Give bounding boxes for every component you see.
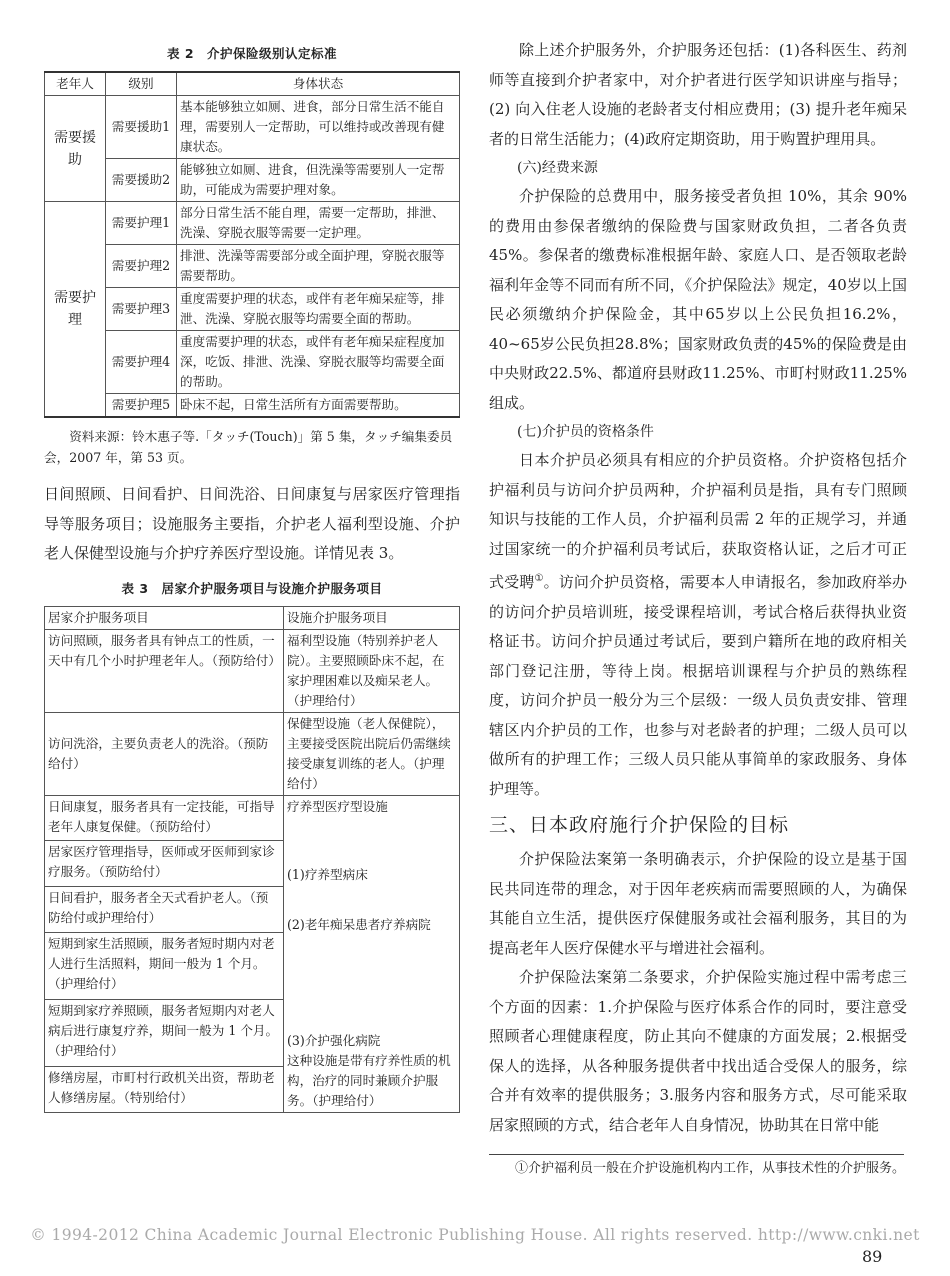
- table-row: [45, 712, 460, 795]
- table2-header: [45, 72, 460, 96]
- left-paragraph: 日间照顾、日间看护、日间洗浴、日间康复与居家医疗管理指导等服务项目；设施服务主要指，介护老人福利型设施、介护老人保健型设施与介护疗养医疗型设施。详情见表 3。: [44, 485, 460, 562]
- facility3-title: 疗养型医疗型设施: [287, 798, 388, 814]
- table2-group-cell: 需要护理: [45, 202, 106, 418]
- table2-state-cell: 重度需要护理的状态，或伴有老年痴呆症等，排泄、洗澡、穿脱衣服等均需要全面的帮助。: [177, 288, 460, 331]
- table-row: [45, 202, 460, 245]
- table2-group-cell: 需要援助: [45, 96, 106, 202]
- subheading: (七)介护员的资格条件: [517, 424, 654, 440]
- right-paragraph: 介护保险法案第二条要求，介护保险实施过程中需考虑三个方面的因素：1.介护保险与医疗体系合作的同时，要注意受照顾者心理健康程度，防止其向不健康的方面发展；2.根据受保人的选择，从各种服务提供者中找出适合受保人的服务，综合并有效率的提供服务；3.服务内容和服务方式，尽可能采取居家照顾的方式，结合老年人自身情况，协助其在日常中能: [489, 968, 907, 1134]
- table-row: [45, 96, 460, 159]
- table2-level-cell: 需要护理3: [106, 288, 177, 331]
- table3-home-cell: 居家医疗管理指导，医师或牙医师到家诊疗服务。（预防给付）: [45, 841, 284, 887]
- table2-caption: 表 2 介护保险级别认定标准: [166, 46, 338, 61]
- table3-home-cell: 日间康复，服务者具有一定技能，可指导老年人康复保健。（预防给付）: [45, 795, 284, 841]
- table2-level-cell: 需要援助2: [106, 159, 177, 202]
- table3-home-cell: 短期到家疗养照顾，服务者短期内对老人病后进行康复疗养，期间一般为 1 个月。（护理给付）: [45, 999, 284, 1066]
- table-row: [45, 245, 460, 288]
- facility3-item: (2)老年痴呆患者疗养病院: [287, 916, 431, 932]
- subheading: (六)经费来源: [517, 160, 598, 176]
- table3-caption: 表 3 居家介护服务项目与设施介护服务项目: [121, 580, 383, 596]
- facility3-item: (3)介护强化病院: [287, 1032, 381, 1048]
- table3-facility-cell: [284, 795, 460, 1112]
- facility3-item-desc: 这种设施是带有疗养性质的机构，治疗的同时兼顾介护服务。（护理给付）: [287, 1052, 451, 1108]
- table2-level-cell: 需要护理5: [106, 394, 177, 418]
- table3-home-cell: 日间看护，服务者全天式看护老人。（预防给付或护理给付）: [45, 886, 284, 932]
- right-paragraph: 介护保险法案第一条明确表示，介护保险的设立是基于国民共同连带的理念，对于因年老疾病而需要照顾的人，为确保其能自立生活，提供医疗保健服务或社会福利服务，其目的为提高老年人医疗保健水平与增进社会福利。: [489, 850, 907, 957]
- table2-level-cell: 需要护理1: [106, 202, 177, 245]
- table2-state-cell: 部分日常生活不能自理，需要一定帮助，排泄、洗澡、穿脱衣服等需要一定护理。: [177, 202, 460, 245]
- page-number: 89: [862, 1247, 883, 1266]
- copyright-footer: © 1994-2012 China Academic Journal Electronic Publishing House. All rights reserved. http://www.cnki.net: [30, 1226, 920, 1244]
- section-heading: 三、日本政府施行介护保险的目标: [489, 814, 790, 836]
- table3: [44, 606, 460, 1113]
- left-column: [44, 44, 460, 1113]
- paragraph-text: 。访问介护员资格，需要本人申请报名，参加政府举办的访问介护员培训班，接受课程培训，考试合格后获得执业资格证书。访问介护员通过考试后，要到户籍所在地的政府相关部门登记注册，等待上岗。根据培训课程与介护员的熟练程度，访问介护员一般分为三个层级：一级人员负责安排、管理辖区内介护员的工作，也参与对老龄者的护理；二级人员可以做所有的护理工作；三级人员只能从事简单的家政服务、身体护理等。: [489, 573, 907, 798]
- table2-header-cell: 级别: [106, 72, 177, 96]
- table2-level-cell: 需要护理2: [106, 245, 177, 288]
- table3-facility-cell: 福利型设施（特别养护老人院）。主要照顾卧床不起，在家护理困难以及痴呆老人。（护理给付）: [284, 629, 460, 712]
- table-row: [45, 629, 460, 712]
- right-paragraph: [489, 446, 907, 804]
- footnote-divider: [489, 1154, 904, 1155]
- paragraph-text: 日本介护员必须具有相应的介护员资格。介护资格包括介护福利员与访问介护员两种，介护福利员是指，具有专门照顾知识与技能的工作人员，介护福利员需 2 年的正规学习，并通过国家统一的介护福利员考试后，获取资格认证，之后才可正式受聘: [489, 451, 907, 591]
- table3-home-cell: 访问洗浴，主要负责老人的洗浴。（预防给付）: [45, 712, 284, 795]
- table2-header-cell: 老年人: [45, 72, 106, 96]
- table3-home-cell: 访问照顾，服务者具有钟点工的性质，一天中有几个小时护理老年人。（预防给付）: [45, 629, 284, 712]
- table2-state-cell: 基本能够独立如厕、进食，部分日常生活不能自理，需要别人一定帮助，可以维持或改善现有健康状态。: [177, 96, 460, 159]
- table3-header: [45, 606, 460, 629]
- table2-header-cell: 身体状态: [177, 72, 460, 96]
- table3-home-cell: 短期到家生活照顾，服务者短时期内对老人进行生活照料，期间一般为 1 个月。（护理给付）: [45, 932, 284, 999]
- table-row: [45, 159, 460, 202]
- table3-header-cell: 居家介护服务项目: [45, 606, 284, 629]
- right-paragraph: 介护保险的总费用中，服务接受者负担 10%，其余 90%的费用由参保者缴纳的保险费与国家财政负担，二者各负责 45%。参保者的缴费标准根据年龄、家庭人口、是否领取老龄福利年金等不同而有所不同，《介护保险法》规定，40岁以上国民必须缴纳介护保险金，其中65岁以上公民负担16.2%，40~65岁公民负担28.8%；国家财政负责的45%的保险费是由中央财政22.5%、都道府县财政11.25%、市町村财政11.25%组成。: [489, 187, 907, 412]
- table2-level-cell: 需要援助1: [106, 96, 177, 159]
- table3-home-cell: 修缮房屋，市町村行政机关出资，帮助老人修缮房屋。（特别给付）: [45, 1066, 284, 1112]
- table2-state-cell: 卧床不起，日常生活所有方面需要帮助。: [177, 394, 460, 418]
- table-row: [45, 394, 460, 418]
- table3-header-cell: 设施介护服务项目: [284, 606, 460, 629]
- table2-state-cell: 排泄、洗澡等需要部分或全面护理，穿脱衣服等需要帮助。: [177, 245, 460, 288]
- footnote: ①介护福利员一般在介护设施机构内工作，从事技术性的介护服务。: [515, 1161, 906, 1176]
- table2-level-cell: 需要护理4: [106, 331, 177, 394]
- table-row: [45, 795, 460, 841]
- table2-state-cell: 能够独立如厕、进食，但洗澡等需要别人一定帮助，可能成为需要护理对象。: [177, 159, 460, 202]
- right-column: [489, 41, 907, 1179]
- footnote-ref: ①: [534, 573, 544, 584]
- table2-state-cell: 重度需要护理的状态，或伴有老年痴呆症程度加深，吃饭、排泄、洗澡、穿脱衣服等均需要全面的帮助。: [177, 331, 460, 394]
- table2-source: 资料来源：铃木惠子等.「タッチ(Touch)」第 5 集，タッチ编集委员会，2007 年，第 53 页。: [44, 429, 453, 465]
- right-paragraph: 除上述介护服务外，介护服务还包括：(1)各科医生、药剂师等直接到介护者家中，对介护者进行医学知识讲座与指导；(2) 向入住老人设施的老龄者支付相应费用；(3) 提升老年痴呆者的日常生活能力；(4)政府定期资助，用于购置护理用具。: [489, 41, 907, 148]
- table-row: [45, 288, 460, 331]
- table2: [44, 71, 460, 418]
- table-row: [45, 331, 460, 394]
- facility3-item: (1)疗养型病床: [287, 866, 368, 882]
- table3-facility-cell: 保健型设施（老人保健院），主要接受医院出院后仍需继续接受康复训练的老人。（护理给付）: [284, 712, 460, 795]
